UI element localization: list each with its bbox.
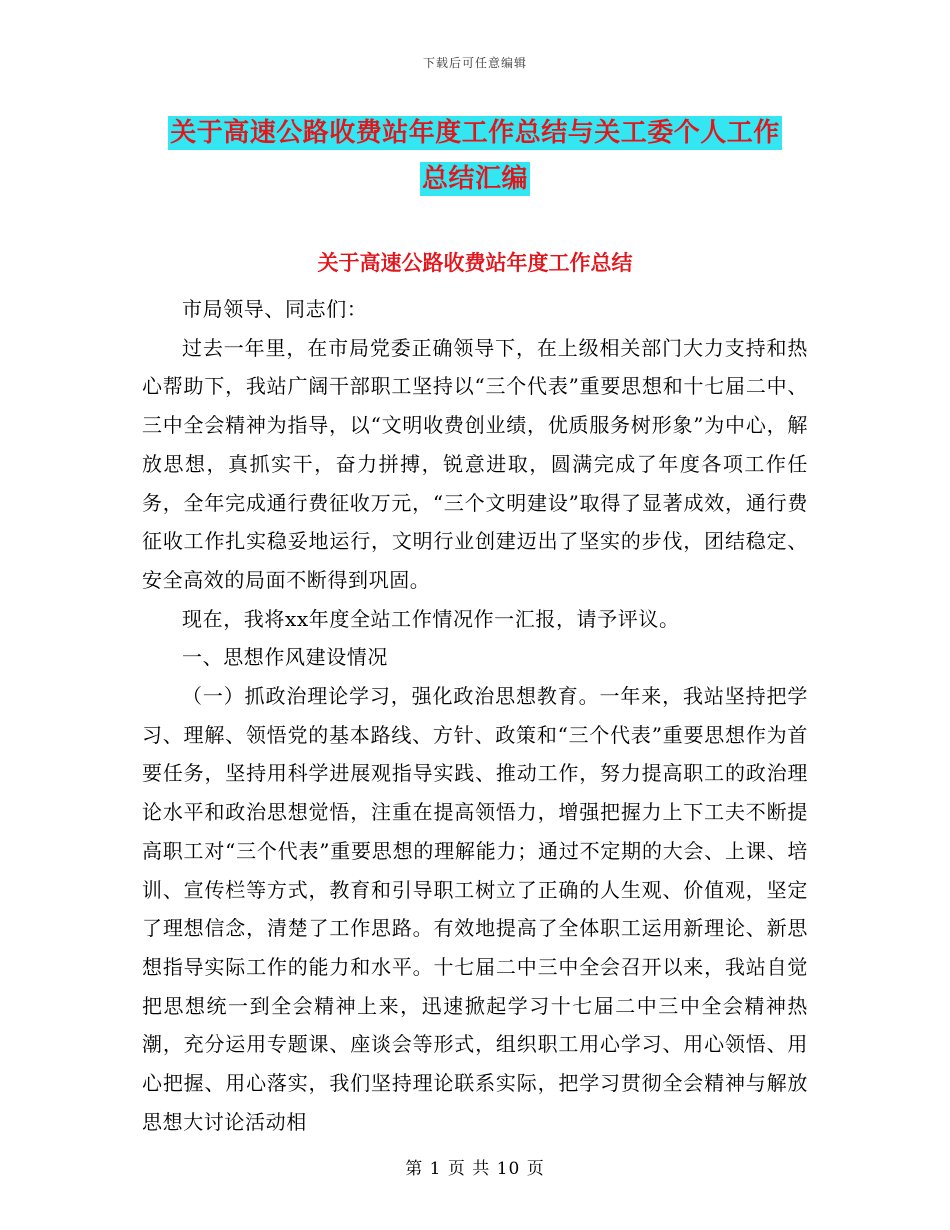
document-title-line-2 [0,158,950,195]
document-body [142,290,808,1141]
section-heading: 一、思想作风建设情况 [182,645,388,670]
body-paragraph: 过去一年里，在市局党委正确领导下，在上级相关部门大力支持和热心帮助下，我站广阔干部职工坚持以“三个代表”重要思想和十七届二中、三中全会精神为指导，以“文明收费创业绩，优质服务树形象”为中心，解放思想，真抓实干，奋力拼搏，锐意进取，圆满完成了年度各项工作任务，全年完成通行费征收万元，“三个文明建设”取得了显著成效，通行费征收工作扎实稳妥地运行，文明行业创建迈出了坚实的步伐，团结稳定、安全高效的局面不断得到巩固。 [142,335,808,592]
body-paragraph: （一）抓政治理论学习，强化政治思想教育。一年来，我站坚持把学习、理解、领悟党的基本路线、方针、政策和“三个代表”重要思想作为首要任务，坚持用科学进展观指导实践、推动工作，努力提高职工的政治理论水平和政治思想觉悟，注重在提高领悟力，增强把握力上下工夫不断提高职工对“三个代表”重要思想的理解能力；通过不定期的大会、上课、培训、宣传栏等方式，教育和引导职工树立了正确的人生观、价值观，坚定了理想信念，清楚了工作思路。有效地提高了全体职工运用新理论、新思想指导实际工作的能力和水平。十七届二中三中全会召开以来，我站自觉把思想统一到全会精神上来，迅速掀起学习十七届二中三中全会精神热潮，充分运用专题课、座谈会等形式，组织职工用心学习、用心领悟、用心把握、用心落实，我们坚持理论联系实际，把学习贯彻全会精神与解放思想大讨论活动相 [142,684,808,1134]
document-title-line-1 [0,112,950,149]
page-number-footer: 第 1 页 共 10 页 [405,1159,545,1179]
section-title: 关于高速公路收费站年度工作总结 [317,251,633,275]
body-paragraph: 现在，我将xx年度全站工作情况作一汇报，请予评议。 [182,606,680,631]
header-note: 下载后可任意编辑 [422,56,527,70]
salutation-paragraph: 市局领导、同志们： [182,297,368,321]
document-title-line-1-text: 关于高速公路收费站年度工作总结与关工委个人工作 [170,118,780,148]
document-title-line-2-text: 总结汇编 [421,164,528,194]
